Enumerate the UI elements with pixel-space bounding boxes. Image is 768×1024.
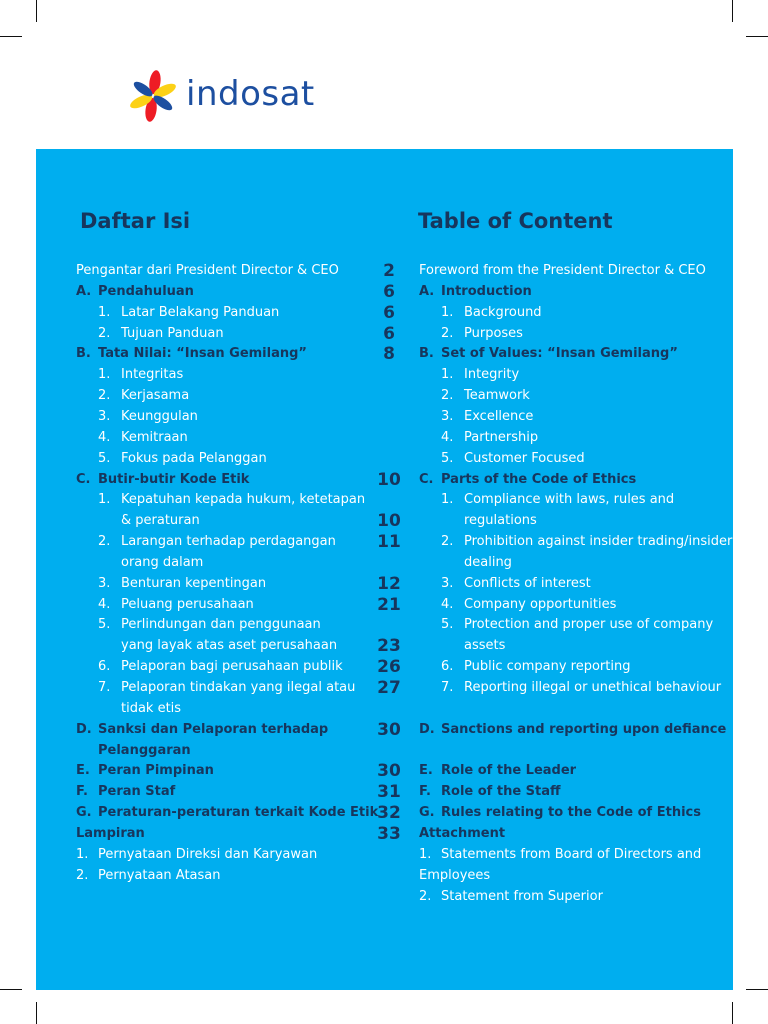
left-heading: Daftar Isi xyxy=(80,209,191,233)
right-item-text[interactable]: Protection and proper use of company xyxy=(464,617,714,633)
right-item-number: 2. xyxy=(441,388,454,404)
left-item-text[interactable]: Pendahuluan xyxy=(98,283,194,299)
left-item-text[interactable]: Pernyataan Direksi dan Karyawan xyxy=(98,846,318,862)
left-item-number: 7. xyxy=(98,680,111,695)
left-item-text[interactable]: Peraturan-peraturan terkait Kode Etik xyxy=(98,805,379,821)
left-item-text[interactable]: tidak etis xyxy=(121,700,182,716)
right-item-text[interactable]: Rules relating to the Code of Ethics xyxy=(441,805,701,821)
right-item-text[interactable]: Role of the Leader xyxy=(441,763,577,779)
left-item-number: 2. xyxy=(98,534,111,550)
right-item-text[interactable]: Parts of the Code of Ethics xyxy=(441,471,637,487)
left-item-text[interactable]: Peran Pimpinan xyxy=(98,763,214,779)
left-item-number: A. xyxy=(76,283,92,299)
crop-mark xyxy=(0,36,22,37)
right-item-number: 4. xyxy=(441,596,454,612)
page-number: 30 xyxy=(377,761,401,782)
right-item-text[interactable]: Employees xyxy=(419,867,491,883)
right-item-text[interactable]: Partnership xyxy=(464,429,539,445)
left-item-number: 1. xyxy=(98,492,111,508)
indosat-star-icon xyxy=(128,69,178,123)
right-item-number: 1. xyxy=(419,846,432,862)
left-item-text[interactable]: Peran Staf xyxy=(98,784,176,800)
right-item-number: G. xyxy=(419,805,435,821)
right-item-number: 1. xyxy=(441,367,454,383)
left-item-text[interactable]: Pengantar dari President Director & CEO xyxy=(76,263,339,278)
right-item-text[interactable]: Set of Values: “Insan Gemilang” xyxy=(441,346,678,362)
left-item-text[interactable]: Sanksi dan Pelaporan terhadap xyxy=(98,721,329,737)
left-item-text[interactable]: Kerjasama xyxy=(121,388,190,404)
right-item-number: 5. xyxy=(441,617,454,633)
right-item-number: C. xyxy=(419,471,434,487)
left-item-text[interactable]: Tujuan Panduan xyxy=(121,325,224,341)
left-item-text[interactable]: Lampiran xyxy=(76,825,145,841)
left-item-number: 4. xyxy=(98,429,111,445)
left-item-number: 2. xyxy=(76,867,89,883)
right-item-number: 6. xyxy=(441,659,454,675)
right-item-text[interactable]: Background xyxy=(464,304,542,320)
left-item-number: B. xyxy=(76,346,91,362)
right-item-number: 2. xyxy=(419,888,432,904)
right-item-number: B. xyxy=(419,346,434,362)
right-item-text[interactable]: Prohibition against insider trading/insider xyxy=(464,534,733,550)
right-item-text[interactable]: Compliance with laws, rules and xyxy=(464,492,675,508)
right-item-number: E. xyxy=(419,763,433,779)
page-number: 30 xyxy=(377,719,401,740)
right-item-number: 2. xyxy=(441,325,454,341)
right-item-text[interactable]: regulations xyxy=(464,513,537,529)
left-item-text[interactable]: Tata Nilai: “Insan Gemilang” xyxy=(98,346,307,362)
left-item-text[interactable]: yang layak atas aset perusahaan xyxy=(121,638,338,654)
page-number: 11 xyxy=(377,532,401,553)
right-item-number: F. xyxy=(419,784,431,800)
crop-mark xyxy=(746,36,768,37)
left-item-text[interactable]: Pelaporan tindakan yang ilegal atau xyxy=(121,680,356,695)
left-item-number: 1. xyxy=(98,367,111,383)
right-item-text[interactable]: Reporting illegal or unethical behaviour xyxy=(464,680,722,695)
left-item-text[interactable]: Kemitraan xyxy=(121,429,188,445)
page-number: 33 xyxy=(377,823,401,844)
crop-mark xyxy=(36,1002,37,1024)
right-item-text[interactable]: Company opportunities xyxy=(464,596,617,612)
crop-mark xyxy=(732,0,733,22)
right-item-text[interactable]: Role of the Staff xyxy=(441,784,561,800)
right-heading: Table of Content xyxy=(418,209,613,233)
left-item-number: 6. xyxy=(98,659,111,675)
left-item-text[interactable]: Pelaporan bagi perusahaan publik xyxy=(121,659,343,675)
left-item-number: 1. xyxy=(76,846,89,862)
left-item-number: 1. xyxy=(98,304,111,320)
crop-mark xyxy=(0,989,22,990)
indosat-logo xyxy=(128,68,315,124)
left-item-text[interactable]: Pelanggaran xyxy=(98,742,191,758)
left-item-text[interactable]: Latar Belakang Panduan xyxy=(121,304,280,320)
right-item-text[interactable]: Conflicts of interest xyxy=(464,575,591,591)
right-item-text[interactable]: Customer Focused xyxy=(464,450,585,466)
logo-wordmark: indosat xyxy=(186,74,315,114)
right-item-text[interactable]: Teamwork xyxy=(464,388,530,404)
right-item-number: 2. xyxy=(441,534,454,550)
left-item-text[interactable]: Benturan kepentingan xyxy=(121,575,267,591)
right-item-number: 3. xyxy=(441,575,454,591)
left-item-number: 5. xyxy=(98,617,111,633)
left-item-number: E. xyxy=(76,763,90,779)
page-number: 6 xyxy=(383,302,395,323)
right-item-text[interactable]: assets xyxy=(464,638,506,654)
right-item-text[interactable]: Excellence xyxy=(464,408,534,424)
page-number: 23 xyxy=(377,636,401,657)
crop-mark xyxy=(36,0,37,22)
left-item-number: C. xyxy=(76,471,91,487)
right-item-text[interactable]: Attachment xyxy=(419,825,506,841)
page-number: 27 xyxy=(377,678,401,698)
left-item-text[interactable]: Pernyataan Atasan xyxy=(98,867,221,883)
left-item-number: 3. xyxy=(98,408,111,424)
left-item-number: 4. xyxy=(98,596,111,612)
right-item-text[interactable]: Sanctions and reporting upon defiance xyxy=(441,721,727,737)
right-item-number: 4. xyxy=(441,429,454,445)
right-item-text[interactable]: Statement from Superior xyxy=(441,888,603,904)
right-item-number: 1. xyxy=(441,304,454,320)
left-item-number: 2. xyxy=(98,388,111,404)
crop-mark xyxy=(746,989,768,990)
page-number: 6 xyxy=(383,323,395,344)
page-number: 2 xyxy=(383,261,395,281)
page-number: 12 xyxy=(377,573,401,594)
left-item-text[interactable]: Integritas xyxy=(121,367,184,383)
left-item-text[interactable]: Perlindungan dan penggunaan xyxy=(121,617,321,633)
left-item-number: 3. xyxy=(98,575,111,591)
left-item-text[interactable]: orang dalam xyxy=(121,554,204,570)
left-item-number: 5. xyxy=(98,450,111,466)
page-number: 32 xyxy=(377,803,401,824)
right-item-text[interactable]: dealing xyxy=(464,554,512,570)
crop-mark xyxy=(732,1002,733,1024)
right-item-number: 5. xyxy=(441,450,454,466)
right-item-text[interactable]: Integrity xyxy=(464,367,520,383)
left-item-number: F. xyxy=(76,784,88,800)
right-item-text[interactable]: Statements from Board of Directors and xyxy=(441,846,702,862)
right-item-text[interactable]: Foreword from the President Director & CEO xyxy=(419,263,706,278)
left-item-text[interactable]: Butir-butir Kode Etik xyxy=(98,471,250,487)
page-number: 8 xyxy=(383,344,395,365)
right-item-number: 1. xyxy=(441,492,454,508)
left-item-number: G. xyxy=(76,805,92,821)
right-item-number: 7. xyxy=(441,680,454,695)
right-item-number: 3. xyxy=(441,408,454,424)
page-number: 31 xyxy=(377,782,401,803)
right-item-text[interactable]: Public company reporting xyxy=(464,659,631,675)
right-item-number: A. xyxy=(419,283,435,299)
left-item-text[interactable]: Keunggulan xyxy=(121,408,198,424)
page-number: 21 xyxy=(377,594,401,615)
left-item-text[interactable]: Kepatuhan kepada hukum, ketetapan xyxy=(121,492,366,508)
right-item-number: D. xyxy=(419,721,435,737)
left-item-text[interactable]: Peluang perusahaan xyxy=(121,596,254,612)
page-number: 10 xyxy=(377,469,401,490)
page-number: 10 xyxy=(377,511,401,532)
left-item-text[interactable]: & peraturan xyxy=(121,513,200,529)
right-item-text[interactable]: Introduction xyxy=(441,283,532,299)
left-item-text[interactable]: Fokus pada Pelanggan xyxy=(121,450,267,466)
page-number: 6 xyxy=(383,281,395,302)
page-number: 26 xyxy=(377,657,401,678)
left-item-number: D. xyxy=(76,721,92,737)
right-item-text[interactable]: Purposes xyxy=(464,325,523,341)
left-item-text[interactable]: Larangan terhadap perdagangan xyxy=(121,534,336,550)
left-item-number: 2. xyxy=(98,325,111,341)
